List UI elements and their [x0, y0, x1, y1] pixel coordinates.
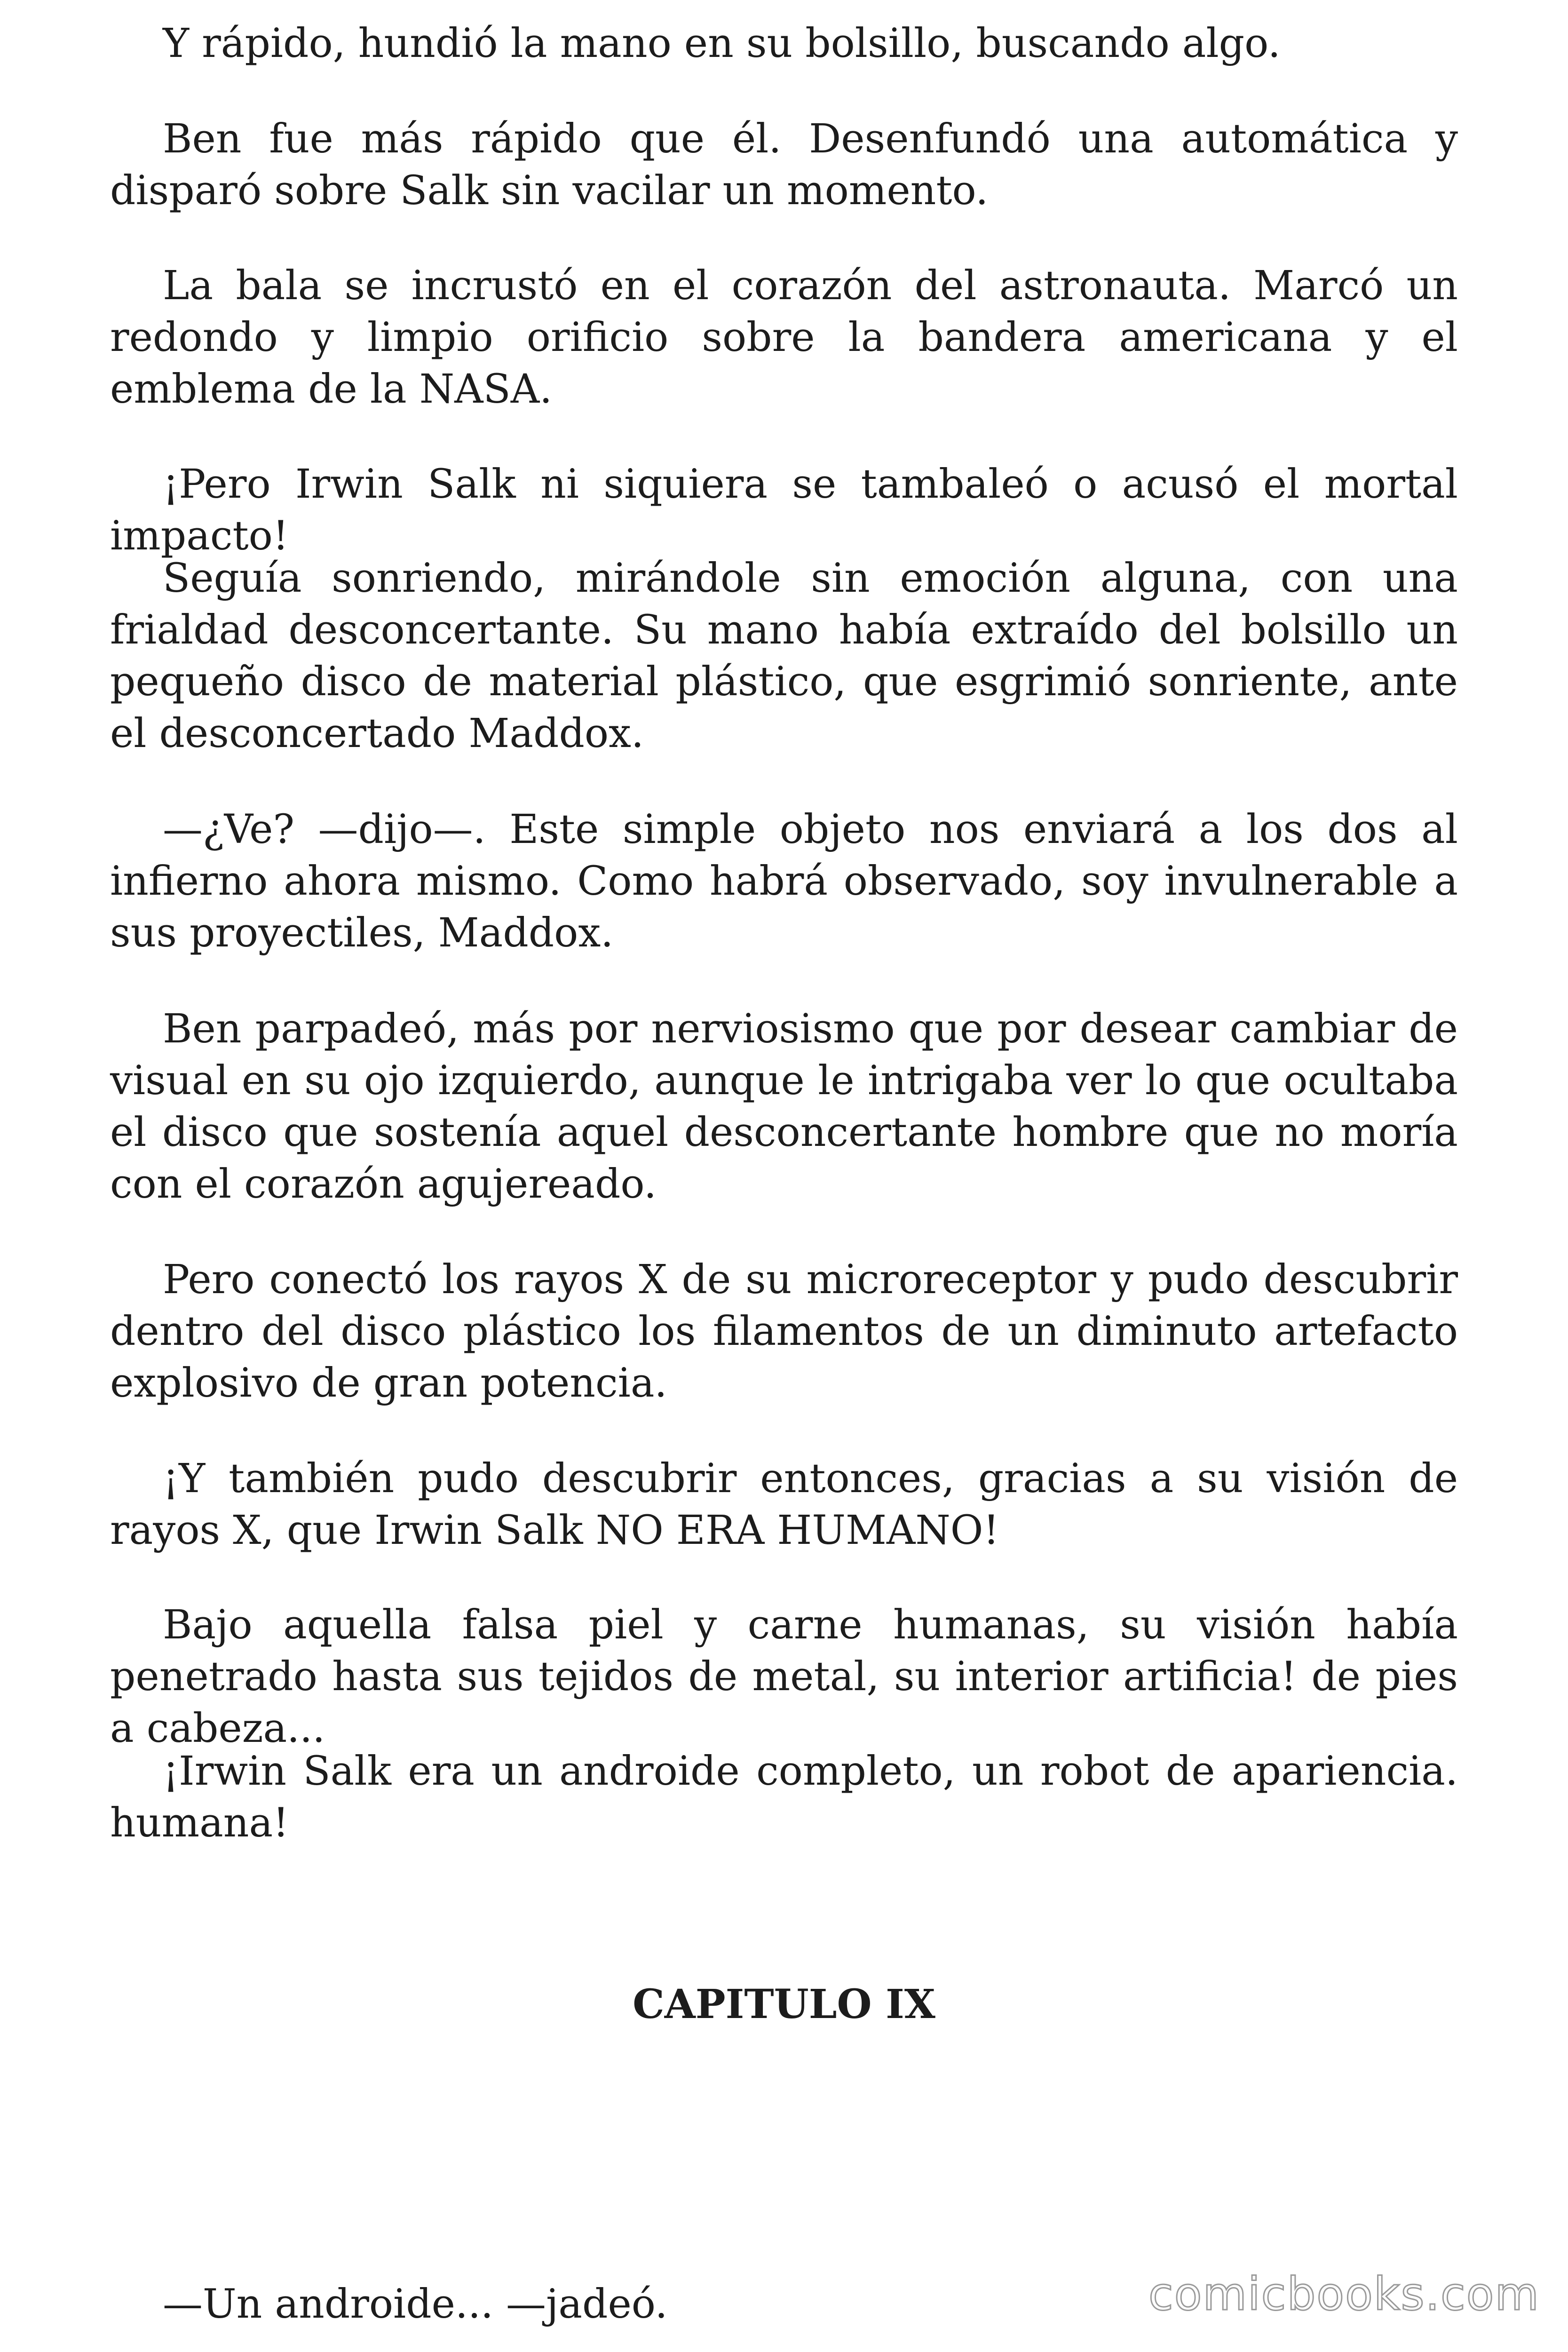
paragraph-10: Bajo aquella falsa piel y carne humanas, su visión había penetrado hasta sus tejidos de metal, su interior artificia! de pies a cabeza...	[110, 1602, 1458, 1752]
paragraph-7: Ben parpadeó, más por nerviosismo que por desear cambiar de visual en su ojo izquierdo, aunque le intrigaba ver lo que ocultaba el disco que sostenía aquel desconcertante hombre que no moría con el corazón agujereado.	[110, 1006, 1458, 1208]
paragraph-9: ¡Y también pudo descubrir entonces, gracias a su visión de rayos X, que Irwin Salk NO ERA HUMANO!	[110, 1455, 1458, 1554]
paragraph-3: La bala se incrustó en el corazón del astronauta. Marcó un redondo y limpio orificio sobre la bandera americana y el emblema de la NASA.	[110, 262, 1458, 413]
paragraph-1: Y rápido, hundió la mano en su bolsillo, buscando algo.	[163, 20, 1281, 67]
closing-paragraph: —Un androide... —jadeó.	[163, 2281, 668, 2328]
paragraph-2: Ben fue más rápido que él. Desenfundó una automática y disparó sobre Salk sin vacilar un momento.	[110, 116, 1458, 214]
chapter-heading: CAPITULO IX	[633, 1981, 935, 2028]
paragraph-5: Seguía sonriendo, mirándole sin emoción alguna, con una frialdad desconcertante. Su mano había extraído del bolsillo un pequeño disco de material plástico, que esgrimió sonriente, ante el desconcertado Maddox.	[110, 555, 1458, 757]
paragraph-6: —¿Ve? —dijo—. Este simple objeto nos enviará a los dos al infierno ahora mismo. Como habrá observado, soy invulnerable a sus proyectiles, Maddox.	[110, 806, 1458, 956]
paragraph-8: Pero conectó los rayos X de su microreceptor y pudo descubrir dentro del disco plástico los filamentos de un diminuto artefacto explosivo de gran potencia.	[110, 1256, 1458, 1406]
paragraph-4: ¡Pero Irwin Salk ni siquiera se tambaleó o acusó el mortal impacto!	[110, 461, 1458, 559]
paragraph-11: ¡Irwin Salk era un androide completo, un robot de apariencia. humana!	[110, 1748, 1458, 1846]
watermark-text: comicbooks.com	[1148, 2268, 1540, 2320]
